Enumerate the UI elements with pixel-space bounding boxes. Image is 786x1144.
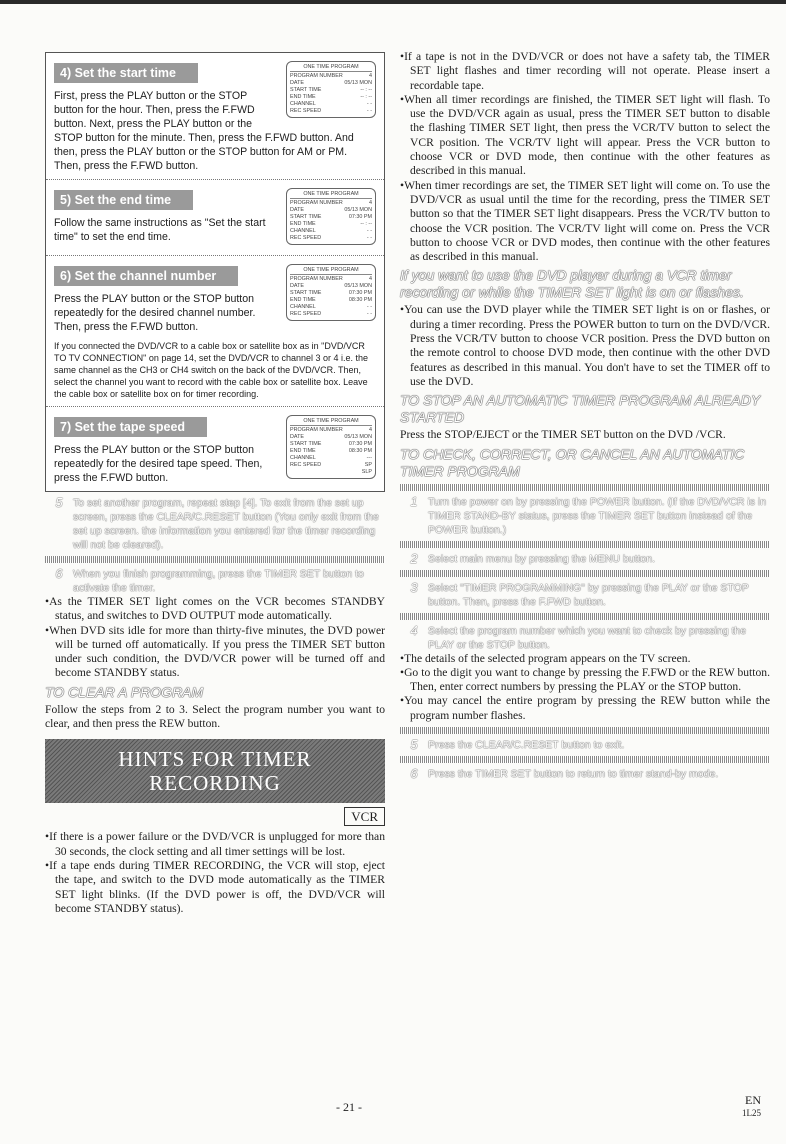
step-heading: 6) Set the channel number — [54, 266, 238, 286]
clear-program-text: Follow the steps from 2 to 3. Select the program number you want to clear, and then press the REW button. — [45, 702, 385, 731]
step-text: Press the TIMER SET button to return to timer stand-by mode. — [428, 768, 719, 781]
osd-row-label: PROGRAM NUMBER — [290, 427, 343, 433]
osd-row — [290, 235, 372, 242]
stop-timer-heading: TO STOP AN AUTOMATIC TIMER PROGRAM ALREADY STARTED — [400, 392, 760, 426]
osd-row — [290, 462, 372, 469]
osd-row-label: PROGRAM NUMBER — [290, 276, 343, 282]
osd-row-value: 07:30 PM — [348, 214, 372, 220]
osd-row — [290, 80, 372, 87]
osd-row-label: REC SPEED — [290, 311, 322, 317]
numbered-step — [400, 767, 770, 781]
divider — [400, 727, 770, 734]
step-7-section — [46, 407, 384, 491]
osd-row-label: END TIME — [290, 221, 316, 227]
vcr-label — [45, 807, 385, 826]
osd-row-label: END TIME — [290, 94, 316, 100]
osd-row-label: START TIME — [290, 214, 322, 220]
top-border — [0, 0, 786, 4]
hints-title — [118, 747, 311, 795]
osd-row-value: - - — [366, 311, 372, 317]
osd-row-value: - - — [366, 235, 372, 241]
step-text: Select the program number which you want to check by pressing the PLAY or the STOP button. — [428, 624, 747, 651]
step-text: Select main menu by pressing the MENU button. — [428, 552, 656, 565]
osd-row-value: SP — [364, 462, 372, 468]
osd-row — [290, 221, 372, 228]
osd-row-value: - - — [366, 101, 372, 107]
bullet-item: • If a tape ends during TIMER RECORDING, the VCR will stop, eject the tape, and switch to the DVD mode automatically as the TIMER SET light blinks. (If the DVD power is off, the DVD/VCR will become STANDBY status). — [45, 859, 385, 916]
osd-row-label: START TIME — [290, 290, 322, 296]
step-6-section — [46, 256, 384, 407]
osd-row — [290, 434, 372, 441]
bullet-item: • Go to the digit you want to change by pressing the F.FWD or the REW button. Then, enter correct numbers by pressing the PLAY or the STOP button. — [400, 666, 770, 695]
osd-row-value: -- : -- — [360, 87, 372, 93]
osd-row-value: 05/13 MON — [344, 80, 372, 86]
osd-row — [290, 469, 372, 476]
step-number: 3 — [410, 579, 418, 595]
osd-screen — [286, 264, 376, 321]
dvd-during-timer-heading: If you want to use the DVD player during a VCR timer recording or while the TIMER SET light is on or flashes. — [400, 267, 744, 301]
bullet-item: • As the TIMER SET light comes on the VCR becomes STANDBY status, and switches to DVD OUTPUT mode automatically. — [45, 595, 385, 624]
osd-row-label: CHANNEL — [290, 101, 316, 107]
osd-row-label: DATE — [290, 434, 304, 440]
osd-row-label: CHANNEL — [290, 304, 316, 310]
osd-row-value: 4 — [369, 200, 372, 206]
osd-row-value: - - — [366, 228, 372, 234]
step-number: 5 — [55, 495, 63, 510]
step-text: Press the PLAY button or the STOP button repeatedly for the desired tape speed. Then, press the F.FWD button. — [54, 444, 263, 484]
numbered-step — [400, 738, 770, 752]
bullet-item: • When DVD sits idle for more than thirty-five minutes, the DVD power will be turned off automatically. If you press the TIMER SET button under such condition, the DVD/VCR power will be turned off and become STANDBY status. — [45, 624, 385, 681]
numbered-step — [400, 581, 770, 609]
osd-screen — [286, 415, 376, 479]
model-code: 1L25 — [742, 1108, 761, 1118]
osd-row-value: - - — [366, 108, 372, 114]
osd-row — [290, 214, 372, 221]
divider — [45, 556, 385, 563]
osd-row-label: CHANNEL — [290, 228, 316, 234]
osd-row — [290, 108, 372, 115]
right-column — [400, 50, 770, 781]
step-text: First, press the PLAY button or the STOP button for the hour. Then, press the F.FWD button. Next, press the PLAY button or the STOP button for the minute. Then, press the F.FWD button. And then, press the PLAY button or the STOP button for AM or PM. Then, press the F.FWD button. — [54, 90, 354, 172]
step-text: Turn the power on by pressing the POWER button. (If the DVD/VCR is in TIMER STAND-BY status, press the TIMER SET button instead of the POWER button.) — [428, 495, 767, 536]
language-code — [742, 1094, 761, 1119]
numbered-step — [400, 552, 770, 566]
osd-row-label: CHANNEL — [290, 455, 316, 461]
stop-timer-text: Press the STOP/EJECT or the TIMER SET button on the DVD /VCR. — [400, 428, 726, 442]
step-number: 6 — [410, 766, 418, 782]
hints-banner — [45, 739, 385, 803]
bullet-item: • The details of the selected program appears on the TV screen. — [400, 652, 770, 666]
osd-row-value: 4 — [369, 73, 372, 79]
osd-row — [290, 276, 372, 283]
step-4-section — [46, 53, 384, 180]
osd-title: ONE TIME PROGRAM — [290, 267, 372, 275]
step-number: 6 — [55, 566, 63, 581]
osd-title: ONE TIME PROGRAM — [290, 418, 372, 426]
hints-title-line2: RECORDING — [149, 771, 281, 796]
osd-row — [290, 455, 372, 462]
numbered-step — [400, 624, 770, 652]
divider — [400, 484, 770, 491]
osd-row-label: PROGRAM NUMBER — [290, 73, 343, 79]
numbered-step — [400, 495, 770, 537]
divider — [400, 570, 770, 577]
numbered-step — [45, 496, 385, 552]
step-text: To set another program, repeat step [4]. To exit from the set up screen, press the CLEAR/C.RESET button (You only exit from the set up screen. the information you entered for the timer recording will not be cleared). — [73, 497, 379, 551]
step-text: Select "TIMER PROGRAMMING" by pressing the PLAY or the STOP button. Then, press the F.FWD button. — [428, 581, 749, 608]
osd-row — [290, 283, 372, 290]
osd-row-value: -- : -- — [360, 94, 372, 100]
osd-row-value: - - — [366, 304, 372, 310]
page-number: - 21 - — [336, 1100, 362, 1114]
osd-row-label: DATE — [290, 207, 304, 213]
setup-steps-box — [45, 52, 385, 492]
osd-row-value: 4 — [369, 427, 372, 433]
divider — [400, 541, 770, 548]
osd-row — [290, 228, 372, 235]
osd-title: ONE TIME PROGRAM — [290, 191, 372, 199]
step-text: Press the PLAY button or the STOP button repeatedly for the desired channel number. Then, press the F.FWD button. — [54, 293, 256, 333]
bullet-item: • You may cancel the entire program by pressing the REW button while the program number flashes. — [400, 694, 770, 723]
osd-row-label: START TIME — [290, 87, 322, 93]
divider — [400, 756, 770, 763]
bullet-item: • If a tape is not in the DVD/VCR or does not have a safety tab, the TIMER SET light flashes and timer recording will not operate. Please insert a recordable tape. — [400, 50, 770, 93]
osd-row — [290, 297, 372, 304]
osd-row — [290, 304, 372, 311]
osd-row-value: -- : -- — [360, 221, 372, 227]
osd-row — [290, 101, 372, 108]
step-heading: 5) Set the end time — [54, 190, 193, 210]
bullet-item: • You can use the DVD player while the TIMER SET light is on or flashes, or during a timer recording. Press the POWER button to turn on the DVD/VCR. Press the VCR/TV button to choose VCR position. Press the DVD button on the remote control to choose DVD mode, then continue with the other DVD features as described in this manual. You don't have to set the TIMER off to use the DVD. — [400, 303, 770, 389]
osd-row-value: 08:30 PM — [348, 448, 372, 454]
osd-row-value: SLP — [361, 469, 372, 475]
language-label: EN — [745, 1093, 761, 1107]
osd-row-value: 05/13 MON — [344, 434, 372, 440]
clear-program-heading: TO CLEAR A PROGRAM — [45, 683, 204, 700]
osd-row-value: 07:30 PM — [348, 290, 372, 296]
step-number: 1 — [410, 493, 418, 509]
osd-row — [290, 290, 372, 297]
step-number: 4 — [410, 622, 418, 638]
bullet-item: • When timer recordings are set, the TIMER SET light will come on. To use the DVD/VCR as usual until the time for the recording, press the TIMER SET button so that the TIMER SET light disappears. Press the VCR/TV button to choose the VCR position. The VCR/TV light will come on. Press the VCR button to choose VCR or DVD modes, then continue with the other features as described in this manual. — [400, 179, 770, 265]
osd-screen — [286, 188, 376, 245]
osd-screen — [286, 61, 376, 118]
osd-row-label: DATE — [290, 283, 304, 289]
osd-row-value: 05/13 MON — [344, 207, 372, 213]
osd-row-label: DATE — [290, 80, 304, 86]
divider — [400, 613, 770, 620]
step-note: If you connected the DVD/VCR to a cable box or satellite box as in "DVD/VCR TO TV CONNECTION" on page 14, set the DVD/VCR to channel 3 or 4 i.e. the same channel as the CH3 or CH4 switch on the back of the DVD/VCR. Then, select the channel you want to record with the cable box or satellite box. Leave the cable box or satellite box on for timer recording. — [54, 341, 369, 399]
step-5-section — [46, 180, 384, 256]
osd-row-label: START TIME — [290, 441, 322, 447]
bullet-item: • When all timer recordings are finished, the TIMER SET light will flash. To use the DVD/VCR again as usual, press the TIMER SET button to disable the flashing TIMER SET light, then press the VCR/TV button to select the VCR position. The VCR/TV light will appear. Press the VCR button to choose VCR or DVD mode, then continue with the other features as described in this manual. — [400, 93, 770, 179]
osd-row — [290, 87, 372, 94]
osd-row-label: PROGRAM NUMBER — [290, 200, 343, 206]
osd-row-label: REC SPEED — [290, 108, 322, 114]
osd-row — [290, 207, 372, 214]
osd-row-value: 4 — [369, 276, 372, 282]
osd-row — [290, 441, 372, 448]
check-timer-heading: TO CHECK, CORRECT, OR CANCEL AN AUTOMATIC TIMER PROGRAM — [400, 445, 745, 479]
step-text: Follow the same instructions as "Set the start time" to set the end time. — [54, 217, 266, 243]
step-number: 5 — [410, 737, 418, 753]
osd-row — [290, 427, 372, 434]
bullet-item: • If there is a power failure or the DVD/VCR is unplugged for more than 30 seconds, the clock setting and all timer settings will be lost. — [45, 830, 385, 859]
numbered-step — [45, 567, 385, 595]
osd-row — [290, 448, 372, 455]
step-number: 2 — [410, 550, 418, 566]
hints-title-line1: HINTS FOR TIMER — [118, 747, 312, 772]
osd-row-label: END TIME — [290, 448, 316, 454]
step-text: Press the CLEAR/C.RESET button to exit. — [428, 739, 625, 752]
osd-row — [290, 200, 372, 207]
step-text: When you finish programming, press the TIMER SET button to activate the timer. — [73, 568, 364, 594]
step-heading: 4) Set the start time — [54, 63, 198, 83]
osd-row-value: --- — [366, 455, 372, 461]
osd-row-value: 07:30 PM — [348, 441, 372, 447]
osd-row — [290, 311, 372, 318]
step-heading: 7) Set the tape speed — [54, 417, 207, 437]
left-column — [45, 52, 385, 916]
osd-row-value: 05/13 MON — [344, 283, 372, 289]
osd-row — [290, 73, 372, 80]
osd-row-label: REC SPEED — [290, 235, 322, 241]
vcr-tag: VCR — [344, 807, 385, 826]
osd-title: ONE TIME PROGRAM — [290, 64, 372, 72]
osd-row — [290, 94, 372, 101]
osd-row-value: 08:30 PM — [348, 297, 372, 303]
osd-row-label: END TIME — [290, 297, 316, 303]
osd-row-label: REC SPEED — [290, 462, 322, 468]
